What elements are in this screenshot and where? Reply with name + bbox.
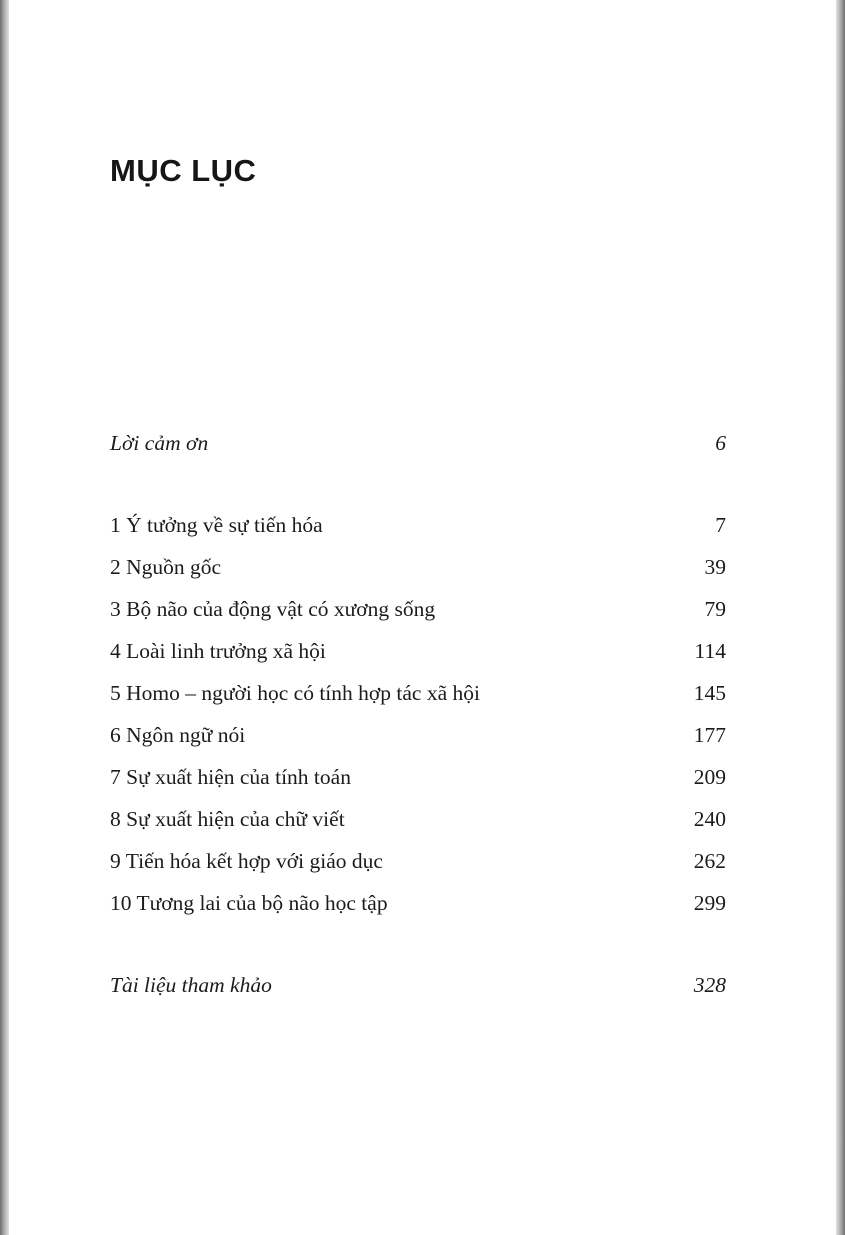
page-right-edge-shadow (836, 0, 845, 1235)
toc-entry-back-matter (110, 964, 726, 1006)
toc-entry-label: 3 Bộ não của động vật có xương sống (110, 597, 436, 621)
toc-entry-page: 79 (704, 597, 726, 621)
toc-entry-chapter-8 (110, 798, 726, 840)
toc-entry-chapter-3 (110, 588, 726, 630)
toc-entry-page: 209 (693, 765, 726, 789)
toc-entry-chapter-9 (110, 840, 726, 882)
toc-entry-page: 262 (693, 849, 726, 873)
toc-content (110, 0, 726, 1006)
toc-entry-page: 177 (693, 723, 726, 747)
toc-entry-label: 8 Sự xuất hiện của chữ viết (110, 807, 345, 831)
page-left-edge-shadow (0, 0, 9, 1235)
toc-entry-page: 240 (693, 807, 726, 831)
toc-entry-chapter-7 (110, 756, 726, 798)
toc-entry-label: 10 Tương lai của bộ não học tập (110, 891, 388, 915)
chapter-list (110, 504, 726, 924)
toc-entry-label: 4 Loài linh trưởng xã hội (110, 639, 326, 663)
toc-entry-chapter-4 (110, 630, 726, 672)
toc-entry-page: 145 (693, 681, 726, 705)
toc-entry-label: 6 Ngôn ngữ nói (110, 723, 246, 747)
toc-entry-chapter-5 (110, 672, 726, 714)
toc-entry-page: 7 (715, 513, 726, 537)
toc-entry-label: 1 Ý tưởng về sự tiến hóa (110, 513, 323, 537)
toc-entry-label: 2 Nguồn gốc (110, 555, 222, 579)
toc-entry-chapter-10 (110, 882, 726, 924)
toc-entry-label: Lời cảm ơn (110, 431, 209, 455)
toc-entry-page: 6 (715, 431, 726, 455)
toc-entry-page: 299 (693, 891, 726, 915)
toc-entry-label: 7 Sự xuất hiện của tính toán (110, 765, 351, 789)
toc-entry-chapter-2 (110, 546, 726, 588)
toc-entry-label: 5 Homo – người học có tính hợp tác xã hội (110, 681, 480, 705)
toc-entry-page: 114 (694, 639, 726, 663)
toc-entry-label: 9 Tiến hóa kết hợp với giáo dục (110, 849, 383, 873)
page-title: MỤC LỤC (110, 153, 257, 188)
toc-entry-front-matter (110, 422, 726, 464)
toc-entry-label: Tài liệu tham khảo (110, 973, 272, 997)
toc-entry-chapter-6 (110, 714, 726, 756)
toc-entry-page: 39 (704, 555, 726, 579)
toc-entry-page: 328 (693, 973, 726, 997)
toc-entry-chapter-1 (110, 504, 726, 546)
